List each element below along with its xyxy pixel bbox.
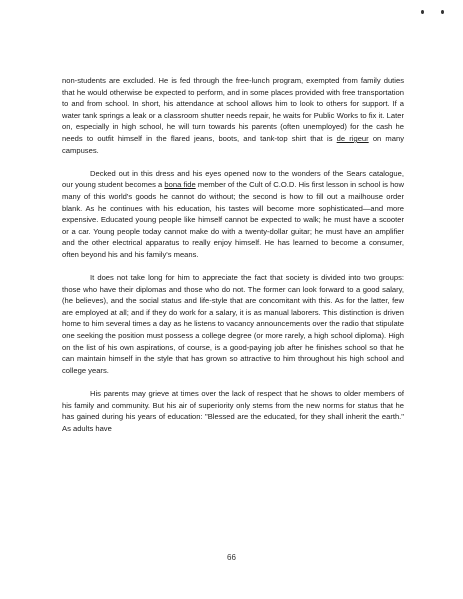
page-number: 66	[227, 553, 236, 562]
paragraph-text: member of the Cult of C.O.D. His first lesson in school is how many of this world's goods he cannot do without; the second is how to fill out a mailhouse order blank. As he continues with his education, his tastes will become more sophisticated—and more expensive. Educated young people like himself cannot be expected to walk; he must have a scooter or a car. Young people today cannot make do with a twenty-dollar guitar; he must have an amplifier and the other electrical apparatus to really enjoy himself. He has learned to become a consumer, often beyond his and his family's means.	[62, 180, 404, 259]
body-text	[62, 75, 404, 446]
underlined-phrase: de rigeur	[336, 133, 369, 143]
paragraph-text: His parents may grieve at times over the lack of respect that he shows to older members of his family and community. But his air of superiority only stems from the new norms for status that he has gained during his years of education: "Blessed are the educated, for they shall inherit the earth." As adults have	[62, 389, 404, 433]
paragraph-4	[62, 388, 404, 434]
paragraph-text: non-students are excluded. He is fed through the free-lunch program, exempted from family duties that he would otherwise be expected to perform, and in some places provided with free transportation to and from school. In short, his attendance at school allows him to look to others for support. If a water tank springs a leak or a classroom shutter needs repair, he waits for Public Works to fix it. Later on, especially in high school, he will turn towards his parents (often unemployed) for the cash he needs to outfit himself in the flared jeans, boots, and tank-top shirt that is	[62, 76, 404, 143]
paragraph-1	[62, 75, 404, 156]
paragraph-text: Decked out in this dress and his eyes opened now to the wonders of the Sears catalogue, our young student becomes a	[62, 168, 404, 190]
underlined-phrase: bona fide	[164, 180, 196, 190]
paragraph-2	[62, 168, 404, 261]
scan-speck	[421, 10, 424, 14]
paragraph-3	[62, 272, 404, 376]
scan-speck	[441, 10, 444, 14]
paragraph-text: It does not take long for him to appreciate the fact that society is divided into two groups: those who have their diplomas and those who do not. The former can look forward to a good salary, (he believes), and the social status and life-style that are concomitant with this. As for the latter, few are employed at all; and if they do work for a salary, it is as manual laborers. This distinction is driven home to him several times a day as he listens to vacancy announcements over the radio that stipulate one seeking the position must possess a college degree (or more rarely, a high school diploma). High on the list of his own aspirations, of course, is a good-paying job after he finishes school so that he can maintain himself in the style that has grown so attractive to him throughout his high school and college years.	[62, 273, 404, 375]
paragraph-text: on many campuses.	[62, 133, 404, 155]
